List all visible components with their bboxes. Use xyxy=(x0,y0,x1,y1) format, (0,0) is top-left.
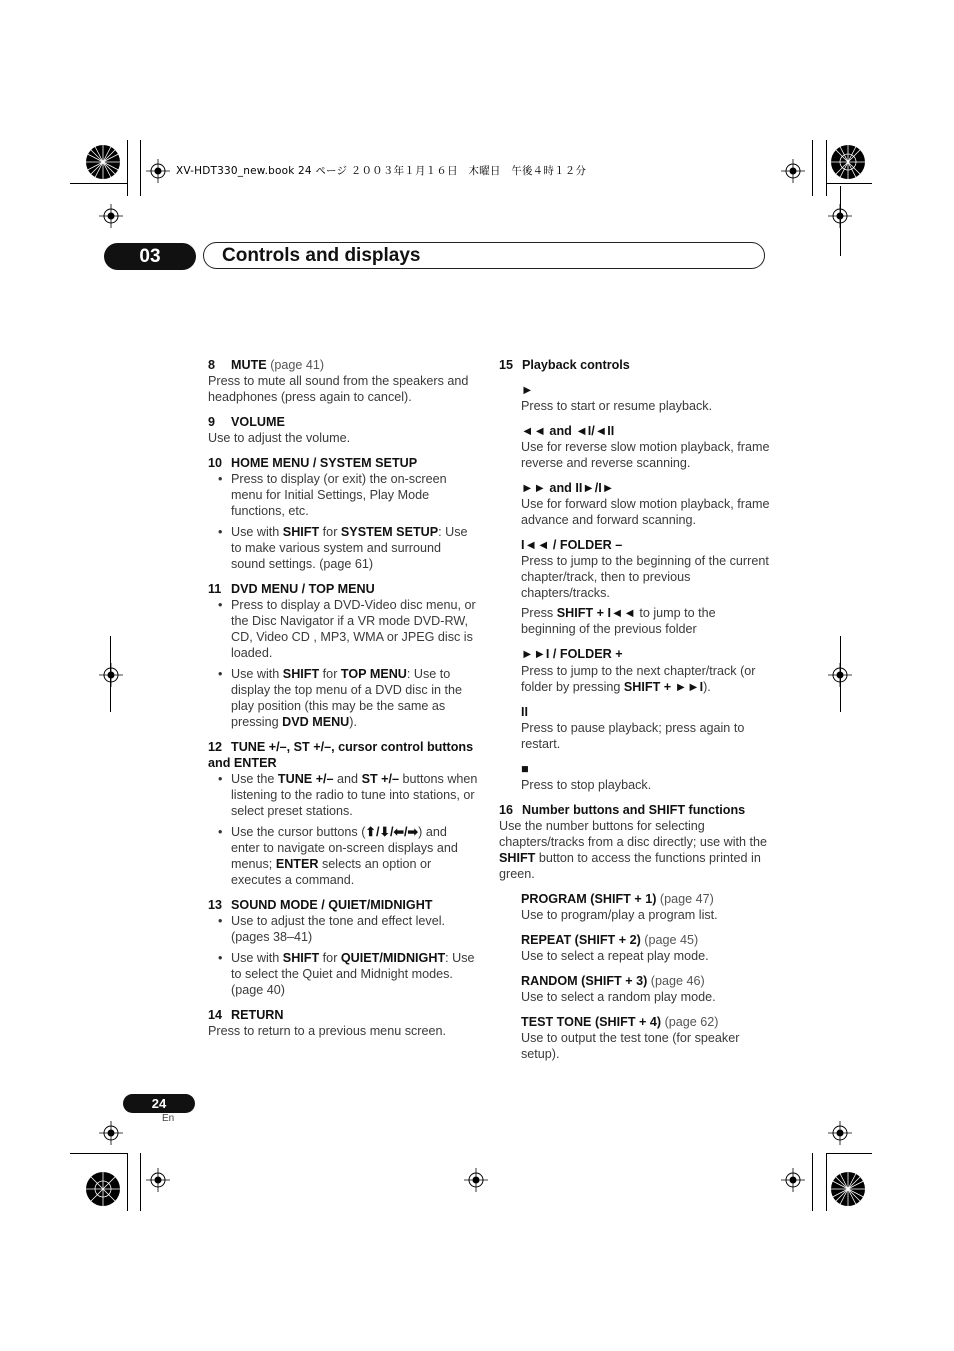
step-forward-icon: II►/I► xyxy=(575,481,615,495)
section-title: VOLUME xyxy=(231,415,285,429)
section-number: 8 xyxy=(208,358,216,372)
crosshair-mark-icon xyxy=(464,1168,488,1192)
registration-rosette-icon xyxy=(830,1171,866,1207)
pause-icon: II xyxy=(521,705,528,719)
crosshair-mark-icon xyxy=(146,1168,170,1192)
crosshair-mark-icon xyxy=(99,1121,123,1145)
bullet-item: • Use the cursor buttons (⬆/⬇/⬅/➡) and enter to navigate on-screen displays and menus; ENTER selects an option or executes a command. xyxy=(208,824,478,888)
section-15 xyxy=(499,357,771,793)
next-control: ►►I / FOLDER + Press to jump to the next chapter/track (or folder by pressing SHIFT + ►►I). xyxy=(521,647,756,694)
registration-rosette-icon xyxy=(85,144,121,180)
section-title: SOUND MODE / QUIET/MIDNIGHT xyxy=(231,898,433,912)
shift-function-item: PROGRAM (SHIFT + 1) (page 47) Use to program/play a program list. xyxy=(521,892,718,922)
reverse-control: ◄◄ and ◄I/◄II Use for reverse slow motion playback, frame reverse and reverse scanning. xyxy=(521,424,770,470)
forward-control: ►► and II►/I► Use for forward slow motion playback, frame advance and forward scanning. xyxy=(521,481,770,527)
bullet-item: • Press to display a DVD-Video disc menu, or the Disc Navigator if a VR mode DVD-RW, CD, Video CD , MP3, WMA or JPEG disc is loaded. xyxy=(208,597,478,661)
crosshair-mark-icon xyxy=(828,663,852,687)
chapter-title: Controls and displays xyxy=(203,242,765,269)
play-control: ► Press to start or resume playback. xyxy=(499,382,771,414)
fast-forward-icon: ►► xyxy=(521,481,546,495)
shift-function-item: TEST TONE (SHIFT + 4) (page 62) Use to output the test tone (for speaker setup). xyxy=(521,1015,740,1061)
play-icon: ► xyxy=(521,383,534,397)
section-11 xyxy=(208,581,478,730)
page-ref: (page 41) xyxy=(270,358,325,372)
section-8 xyxy=(208,357,478,405)
chapter-number-badge: 03 xyxy=(104,243,196,270)
page-number-badge: 24 xyxy=(123,1094,195,1113)
skip-forward-icon: ►►I xyxy=(521,647,550,661)
skip-back-icon: I◄◄ xyxy=(607,606,636,620)
stop-icon: ■ xyxy=(521,762,529,776)
left-column xyxy=(208,357,478,1048)
section-10 xyxy=(208,455,478,572)
section-number: 10 xyxy=(208,456,223,470)
language-label: En xyxy=(162,1113,175,1124)
previous-control: I◄◄ / FOLDER – Press to jump to the beginning of the current chapter/track, then to previous chapters/tracks. Press SHIFT + I◄◄ to jump to the beginning of the previous folder xyxy=(521,538,769,636)
rewind-icon: ◄◄ xyxy=(521,424,546,438)
crosshair-mark-icon xyxy=(828,1121,852,1145)
bullet-item: • Use with SHIFT for TOP MENU: Use to display the top menu of a DVD disc in the play position (this may be the same as pressing DVD MENU). xyxy=(208,666,478,730)
registration-rosette-icon xyxy=(85,1171,121,1207)
section-text: Press to return to a previous menu screen. xyxy=(208,1024,446,1038)
section-16: 16 Number buttons and SHIFT functions Use the number buttons for selecting chapters/tracks from a disc directly; use with the SHIFT button to access the functions printed in green. PROGRAM (SHIFT + 1) (page 47) Use to program/play a program list. REPEAT (SHIFT + 2) (page 45) Use to select a repeat play mode. RANDOM (SHIFT + 3) (page 46) Use to select a random play mode. TEST TONE (SHIFT + 4) (page 62) Use to output the test tone (for speaker setup). xyxy=(499,802,771,1062)
section-number: 16 xyxy=(499,803,514,817)
pause-control: II Press to pause playback; press again to restart. xyxy=(499,704,771,752)
section-number: 14 xyxy=(208,1008,223,1022)
section-text: Press to mute all sound from the speakers and headphones (press again to cancel). xyxy=(208,374,469,404)
section-number: 15 xyxy=(499,358,514,372)
cursor-arrows-icon: ⬆/⬇/⬅/➡ xyxy=(365,825,419,839)
shift-function-item: RANDOM (SHIFT + 3) (page 46) Use to select a random play mode. xyxy=(521,974,716,1004)
section-title: MUTE xyxy=(231,358,267,372)
stop-control: ■ Press to stop playback. xyxy=(499,761,771,793)
section-number: 12 xyxy=(208,740,223,754)
bullet-item: • Use to adjust the tone and effect level. (pages 38–41) xyxy=(208,913,478,945)
shift-function-item: REPEAT (SHIFT + 2) (page 45) Use to select a repeat play mode. xyxy=(521,933,709,963)
skip-forward-icon: ►►I xyxy=(674,680,704,694)
step-reverse-icon: ◄I/◄II xyxy=(575,424,615,438)
crosshair-mark-icon xyxy=(99,204,123,228)
crosshair-mark-icon xyxy=(99,663,123,687)
section-title: RETURN xyxy=(231,1008,284,1022)
section-title: Playback controls xyxy=(522,358,630,372)
section-number: 11 xyxy=(208,582,222,596)
section-text: Use to adjust the volume. xyxy=(208,431,351,445)
section-number: 9 xyxy=(208,415,216,429)
right-column xyxy=(499,357,771,1071)
section-14 xyxy=(208,1007,478,1039)
registration-rosette-icon xyxy=(830,144,866,180)
crosshair-mark-icon xyxy=(828,204,852,228)
file-info-line: XV-HDT330_new.book 24 ページ ２００３年１月１６日 木曜日 午後４時１２分 xyxy=(176,165,587,177)
crosshair-mark-icon xyxy=(781,159,805,183)
section-12 xyxy=(208,739,478,888)
section-number: 13 xyxy=(208,898,223,912)
section-title: HOME MENU / SYSTEM SETUP xyxy=(231,456,418,470)
section-13 xyxy=(208,897,478,998)
bullet-item: • Press to display (or exit) the on-screen menu for Initial Settings, Play Mode functions, etc. xyxy=(208,471,478,519)
section-title: Number buttons and SHIFT functions xyxy=(522,803,746,817)
bullet-item: • Use with SHIFT for SYSTEM SETUP: Use to make various system and surround sound settings. (page 61) xyxy=(208,524,478,572)
crosshair-mark-icon xyxy=(146,159,170,183)
section-title: TUNE +/–, ST +/–, cursor control buttons and ENTER xyxy=(208,740,474,770)
section-9 xyxy=(208,414,478,446)
section-title: DVD MENU / TOP MENU xyxy=(231,582,375,596)
skip-back-icon: I◄◄ xyxy=(521,538,550,552)
crosshair-mark-icon xyxy=(781,1168,805,1192)
bullet-item: • Use the TUNE +/– and ST +/– buttons when listening to the radio to tune into stations, or select preset stations. xyxy=(208,771,478,819)
bullet-item: • Use with SHIFT for QUIET/MIDNIGHT: Use to select the Quiet and Midnight modes. (page 40) xyxy=(208,950,478,998)
